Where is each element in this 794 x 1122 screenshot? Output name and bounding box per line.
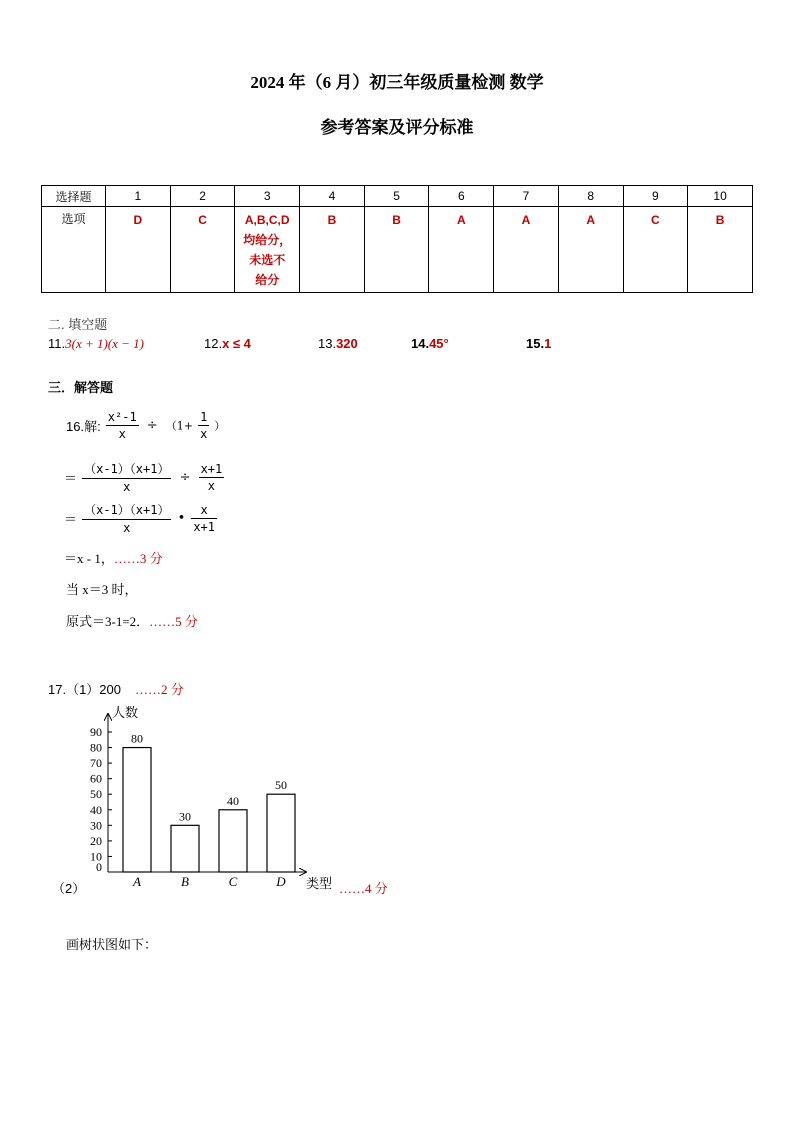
fill-item-13 [318, 336, 358, 351]
item-number: 12. [204, 336, 223, 351]
fill-item-15 [526, 336, 551, 351]
row-label-option: 选项 [42, 207, 106, 293]
y-tick-label: 30 [90, 818, 102, 833]
y-tick-label: 90 [90, 725, 102, 739]
q16-final [66, 611, 198, 630]
bar-B [171, 825, 199, 872]
numerator: （x-1）（x+1） [82, 460, 171, 479]
table-row-numbers [42, 186, 753, 207]
page-subtitle: 参考答案及评分标准 [320, 118, 474, 137]
table-row-answers [42, 207, 753, 293]
answer-cell: B [300, 207, 365, 293]
data-label: 40 [227, 793, 239, 808]
multiply-dot: • [177, 510, 186, 526]
divide-sign: ÷ [179, 469, 191, 485]
score-mark: ……5 分 [149, 614, 198, 629]
category-label: B [181, 874, 189, 889]
answer-cell: B [364, 207, 429, 293]
q16-line-1 [66, 410, 225, 441]
denominator: x [200, 427, 208, 441]
answer-cell: C [170, 207, 235, 293]
y-axis-label: 人数 [112, 705, 139, 720]
paren-close: ） [214, 419, 226, 433]
data-label: 30 [179, 809, 191, 824]
fraction [82, 501, 171, 535]
question-number: 2 [170, 186, 235, 207]
q16-line-3 [64, 501, 217, 535]
q17-score-2: ……4 分 [339, 881, 388, 896]
bar-chart [44, 700, 404, 896]
q17-part2-label: （2） [52, 881, 86, 896]
denominator: x [118, 427, 126, 441]
data-label: 50 [275, 778, 287, 793]
denominator: x [207, 478, 216, 493]
question-number: 7 [494, 186, 559, 207]
y-tick-label: 80 [90, 740, 102, 755]
data-label: 80 [131, 731, 143, 746]
denominator: x+1 [193, 519, 216, 534]
fill-item-14 [411, 336, 449, 351]
q17-part1-label: 17.（1）200 [48, 682, 121, 697]
fill-item-11 [48, 336, 144, 352]
bar-C [219, 810, 247, 872]
score-mark: ……3 分 [113, 551, 163, 566]
bar-D [267, 794, 295, 872]
numerator: x²-1 [107, 410, 137, 424]
denominator: x [123, 521, 131, 535]
fraction [198, 410, 209, 441]
item-answer: 45° [429, 336, 449, 351]
denominator: x [123, 480, 131, 494]
y-tick-label: 10 [90, 849, 102, 864]
y-tick-label: 70 [90, 756, 102, 771]
answer-cell: C [623, 207, 688, 293]
score-mark: ……2 分 [135, 682, 184, 697]
item-number: 13. [318, 336, 337, 351]
q3-line: 未选不 [249, 253, 286, 267]
item-number: 15. [526, 336, 545, 351]
answer-cell: A [429, 207, 494, 293]
page-title: 2024 年（6 月）初三年级质量检测 数学 [250, 73, 544, 92]
answer-cell: A [558, 207, 623, 293]
tree-diagram-caption: 画树状图如下： [66, 937, 158, 952]
q16-when: 当 x＝3 时， [66, 582, 138, 597]
row-label-choice: 选择题 [42, 186, 106, 207]
y-tick-label: 60 [90, 771, 102, 786]
item-number: 11. [48, 336, 66, 351]
final-text: 原式＝3-1=2． [66, 614, 150, 629]
answer-cell: A [494, 207, 559, 293]
question-number: 4 [300, 186, 365, 207]
item-answer: 3(x + 1)(x − 1) [65, 336, 145, 351]
question-number: 6 [429, 186, 494, 207]
category-label: C [228, 874, 238, 889]
x-axis-label: 类型 [306, 876, 333, 891]
answer-cell-q3 [235, 207, 300, 293]
question-number: 5 [364, 186, 429, 207]
question-number: 1 [106, 186, 171, 207]
y-tick-label: 20 [90, 833, 102, 848]
equals-sign: ＝ [64, 512, 78, 528]
q16-line-2 [64, 460, 224, 494]
solutions-heading: 三．解答题 [48, 380, 114, 395]
fraction [106, 410, 139, 441]
fraction [191, 503, 217, 534]
q3-line: 给分 [255, 273, 280, 287]
fill-blank-heading: 二. 填空题 [48, 317, 108, 332]
choice-answer-table [41, 185, 753, 293]
question-number: 3 [235, 186, 300, 207]
fraction [199, 462, 225, 493]
item-answer: 1 [544, 336, 552, 351]
numerator: x+1 [200, 461, 223, 476]
y-tick-label: 40 [90, 802, 102, 817]
result-text: ＝x - 1， [64, 551, 114, 566]
y-tick-label: 50 [90, 787, 102, 802]
answer-cell: B [688, 207, 753, 293]
y-tick-label: 0 [96, 860, 102, 874]
question-number: 9 [623, 186, 688, 207]
q16-label: 16.解: [66, 419, 101, 434]
q3-line: A,B,C,D [244, 213, 290, 227]
equals-sign: ＝ [64, 471, 78, 487]
divide-sign: ÷ [146, 418, 158, 433]
question-number: 10 [688, 186, 753, 207]
numerator: x [191, 503, 217, 519]
q3-line: 均给分， [243, 233, 292, 247]
q16-result [64, 548, 163, 567]
fraction [82, 460, 171, 494]
category-label: D [276, 874, 286, 889]
numerator: 1 [200, 410, 208, 424]
numerator: （x-1）（x+1） [82, 501, 171, 520]
item-answer: 320 [336, 336, 358, 351]
item-answer: x ≤ 4 [222, 336, 251, 351]
paren-open: （1+ [165, 419, 193, 433]
item-number: 14. [411, 336, 430, 351]
answer-cell: D [106, 207, 171, 293]
question-number: 8 [558, 186, 623, 207]
bar-A [123, 748, 151, 872]
q17-part1 [48, 679, 184, 698]
category-label: A [133, 874, 141, 889]
fill-item-12 [204, 336, 251, 351]
